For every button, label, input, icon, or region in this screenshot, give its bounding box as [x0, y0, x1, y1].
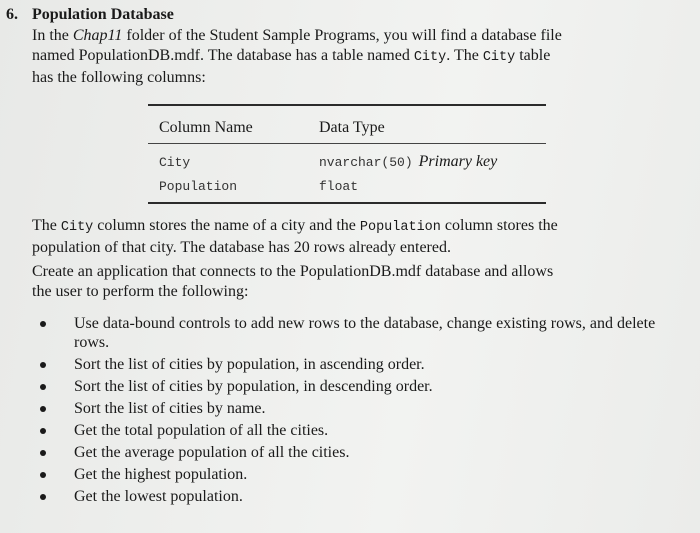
cell-data-type: float	[319, 179, 359, 194]
bullet-icon	[40, 321, 46, 327]
column-name-code: City	[60, 220, 94, 235]
list-item-text: Sort the list of cities by population, in ascending order.	[74, 356, 425, 373]
list-item	[36, 443, 690, 462]
para2-line-1	[32, 216, 692, 238]
list-item	[36, 377, 690, 396]
list-item-text: Get the average population of all the cities.	[74, 444, 350, 461]
intro-line-2	[32, 46, 692, 68]
intro-line-1	[32, 26, 692, 46]
cell-column-name: Population	[159, 178, 238, 194]
exercise-heading	[6, 6, 174, 24]
bullet-icon	[40, 472, 46, 478]
table-name-code: City	[413, 50, 447, 65]
table-header-rule	[148, 143, 546, 144]
list-item	[36, 314, 690, 352]
intro-text: table	[515, 47, 551, 64]
bullet-icon	[40, 494, 46, 500]
intro-line-3: has the following columns:	[32, 69, 206, 86]
table-top-rule	[148, 104, 546, 106]
bullet-icon	[40, 406, 46, 412]
columns-table	[148, 104, 546, 204]
cell-column-name: City	[159, 154, 191, 170]
para3-line-2: the user to perform the following:	[32, 283, 249, 300]
header-column-name: Column Name	[159, 119, 253, 136]
list-item	[36, 355, 690, 374]
column-name-code: Population	[359, 220, 441, 235]
cell-data-type: nvarchar(50)	[319, 155, 413, 170]
intro-text: folder of the Student Sample Programs, you will find a database file	[122, 27, 562, 44]
list-item	[36, 465, 690, 484]
table-header-row	[148, 116, 546, 140]
bullet-icon	[40, 362, 46, 368]
list-item	[36, 399, 690, 418]
list-item-text: Get the lowest population.	[74, 488, 243, 505]
para3-line-1: Create an application that connects to the PopulationDB.mdf database and allows	[32, 263, 554, 280]
bullet-icon	[40, 384, 46, 390]
table-row	[148, 150, 546, 174]
list-item-text: Use data-bound controls to add new rows to the database, change existing rows, and delete rows.	[74, 315, 656, 351]
table-bottom-rule	[148, 202, 546, 204]
list-item-text: Get the total population of all the cities.	[74, 422, 329, 439]
intro-text: . The	[446, 47, 483, 64]
task-paragraph	[32, 262, 692, 302]
header-data-type: Data Type	[319, 119, 385, 136]
list-item	[36, 421, 690, 440]
bullet-icon	[40, 428, 46, 434]
list-item-text: Sort the list of cities by population, in descending order.	[74, 378, 433, 395]
list-item	[36, 487, 690, 506]
intro-text: named PopulationDB.mdf. The database has a table named	[32, 47, 414, 64]
bullet-icon	[40, 450, 46, 456]
para-text: The	[32, 217, 61, 234]
folder-name: Chap11	[72, 27, 123, 44]
table-name-code: City	[482, 50, 516, 65]
para2-line-2: population of that city. The database has 20 rows already entered.	[32, 239, 451, 256]
city-column-paragraph	[32, 216, 692, 258]
exercise-number: 6.	[6, 6, 18, 23]
list-item-text: Sort the list of cities by name.	[74, 400, 266, 417]
intro-paragraph	[32, 26, 692, 88]
table-row	[148, 174, 546, 198]
requirements-list	[36, 314, 690, 509]
exercise-title: Population Database	[32, 6, 174, 23]
cell-note: Primary key	[418, 153, 498, 170]
intro-text: In the	[32, 27, 73, 44]
para-text: column stores the	[440, 217, 558, 234]
list-item-text: Get the highest population.	[74, 466, 248, 483]
para-text: column stores the name of a city and the	[93, 217, 360, 234]
